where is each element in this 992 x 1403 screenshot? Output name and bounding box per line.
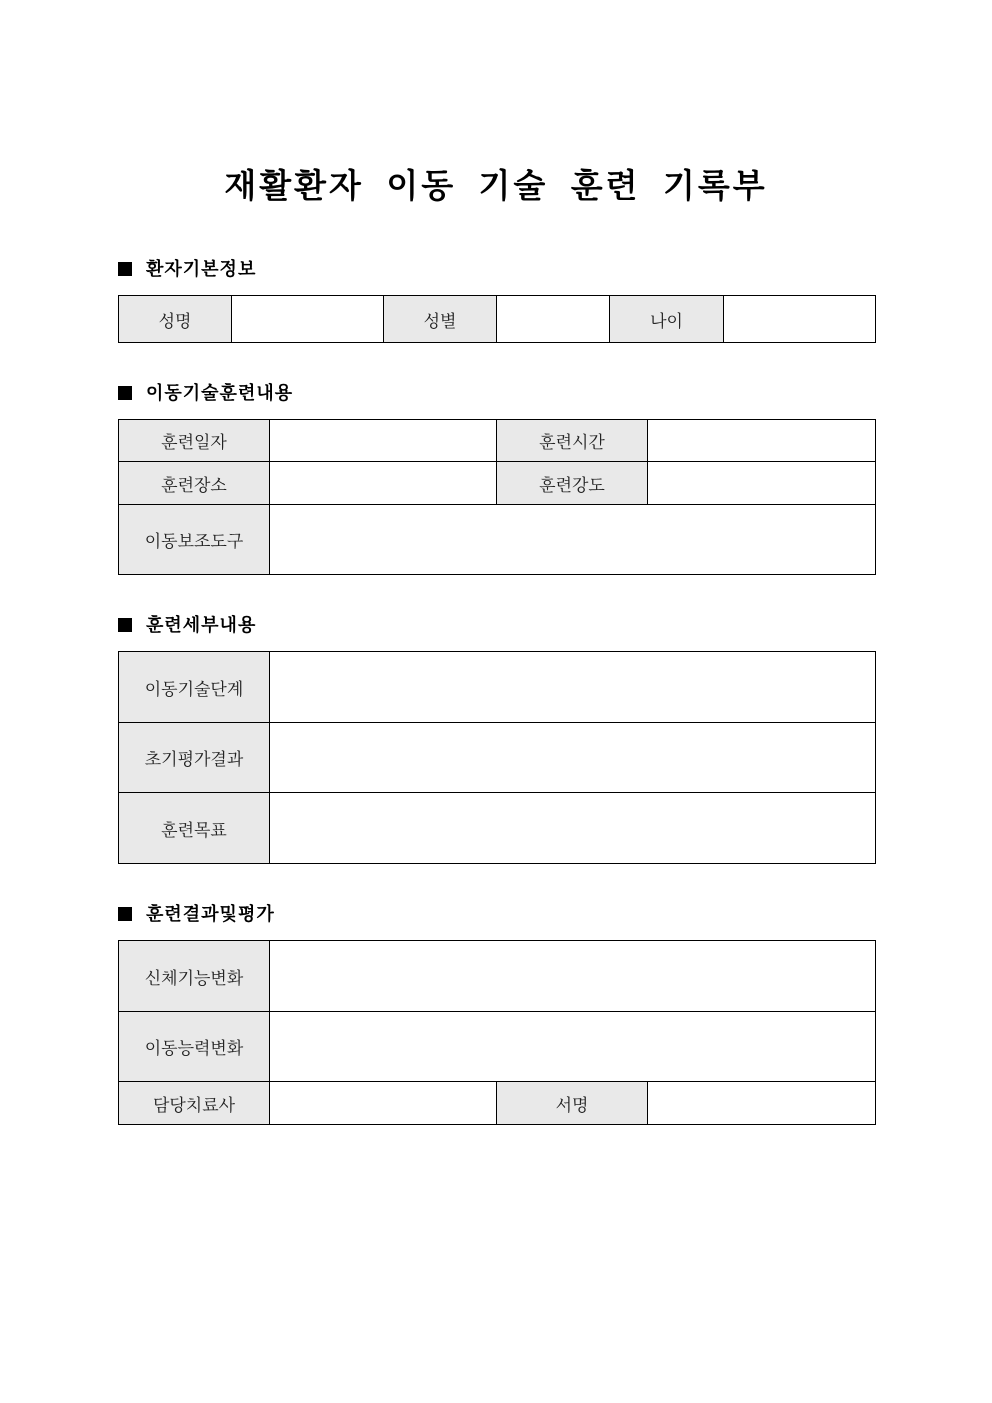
training-time-label: 훈련시간 xyxy=(497,420,648,462)
gender-label: 성별 xyxy=(384,296,497,343)
section-heading-training-content xyxy=(118,382,293,406)
body-function-change-field[interactable] xyxy=(270,941,876,1012)
training-intensity-field[interactable] xyxy=(648,462,876,505)
training-intensity-label: 훈련강도 xyxy=(497,462,648,505)
section-heading-label: 환자기본정보 xyxy=(146,259,257,280)
square-bullet-icon xyxy=(118,907,132,921)
training-date-label: 훈련일자 xyxy=(119,420,270,462)
section-heading-training-detail xyxy=(118,614,256,638)
mobility-aid-field[interactable] xyxy=(270,505,876,575)
training-date-field[interactable] xyxy=(270,420,497,462)
square-bullet-icon xyxy=(118,386,132,400)
training-place-field[interactable] xyxy=(270,462,497,505)
therapist-label: 담당치료사 xyxy=(119,1082,270,1125)
square-bullet-icon xyxy=(118,618,132,632)
document-title: 재활환자 이동 기술 훈련 기록부 xyxy=(224,166,768,205)
mobility-change-label: 이동능력변화 xyxy=(119,1012,270,1082)
mobility-stage-label: 이동기술단계 xyxy=(119,652,270,723)
signature-label: 서명 xyxy=(497,1082,648,1125)
section-heading-label: 이동기술훈련내용 xyxy=(146,383,294,404)
age-field[interactable] xyxy=(724,296,876,343)
section-heading-label: 훈련세부내용 xyxy=(146,615,257,636)
section-heading-patient-info xyxy=(118,258,256,282)
name-label: 성명 xyxy=(119,296,232,343)
mobility-change-field[interactable] xyxy=(270,1012,876,1082)
training-goal-field[interactable] xyxy=(270,793,876,864)
name-field[interactable] xyxy=(232,296,384,343)
training-place-label: 훈련장소 xyxy=(119,462,270,505)
training-goal-label: 훈련목표 xyxy=(119,793,270,864)
body-function-change-label: 신체기능변화 xyxy=(119,941,270,1012)
training-time-field[interactable] xyxy=(648,420,876,462)
section-heading-result-eval xyxy=(118,903,275,927)
result-eval-table xyxy=(118,940,876,1125)
mobility-stage-field[interactable] xyxy=(270,652,876,723)
initial-evaluation-field[interactable] xyxy=(270,723,876,793)
signature-field[interactable] xyxy=(648,1082,876,1125)
square-bullet-icon xyxy=(118,262,132,276)
training-content-table xyxy=(118,419,876,575)
initial-evaluation-label: 초기평가결과 xyxy=(119,723,270,793)
patient-info-table xyxy=(118,295,876,343)
training-detail-table xyxy=(118,651,876,864)
therapist-field[interactable] xyxy=(270,1082,497,1125)
mobility-aid-label: 이동보조도구 xyxy=(119,505,270,575)
age-label: 나이 xyxy=(610,296,724,343)
section-heading-label: 훈련결과및평가 xyxy=(146,904,275,925)
gender-field[interactable] xyxy=(497,296,610,343)
